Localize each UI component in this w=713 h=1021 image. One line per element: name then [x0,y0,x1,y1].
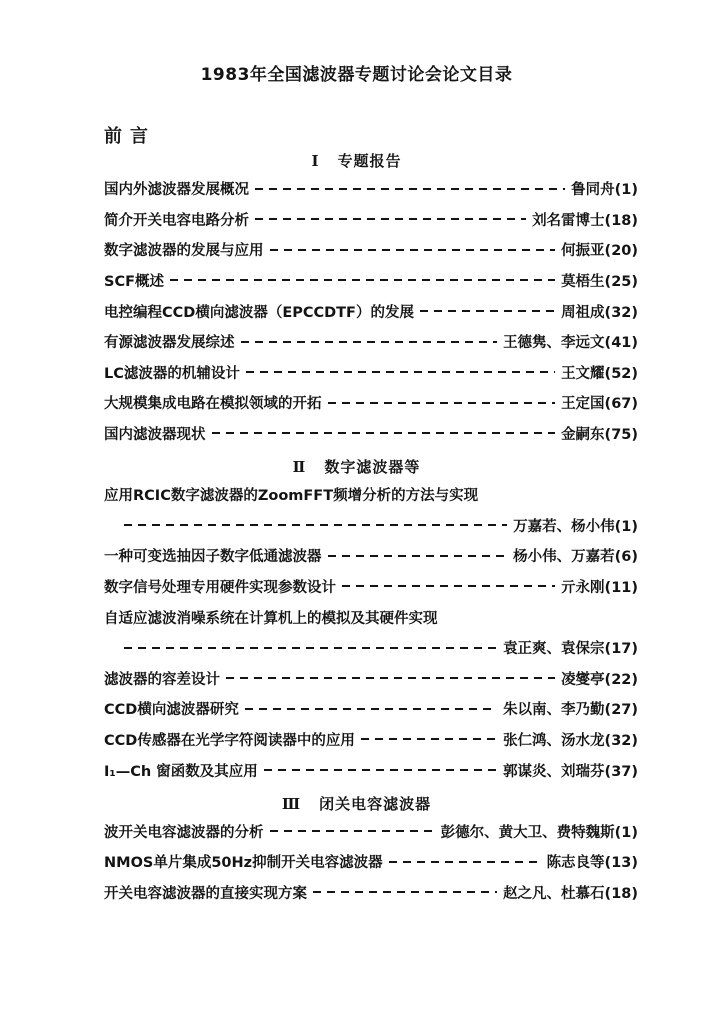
section-heading [0,150,713,171]
dash-leader [212,432,556,434]
section-name: 专题报告 [337,152,402,170]
toc-entry-author-page: 彭德尔、黄大卫、费特魏斯(1) [440,824,638,841]
toc-entry [104,574,638,598]
toc-entry-title: NMOS单片集成50Hz抑制开关电容滤波器 [104,855,383,872]
toc-entry-title-line [104,483,478,507]
toc-entry-author-page: 杨小伟、万嘉若(6) [513,549,638,566]
toc-entry-author-page: 王德隽、李远文(41) [503,335,638,352]
dash-leader [361,738,497,740]
toc-entry-title: 有源滤波器发展综述 [104,335,235,352]
toc-entry-title: 滤波器的容差设计 [104,671,220,688]
section-name: 闭关电容滤波器 [319,794,432,813]
dash-leader [420,310,555,312]
toc-entry-author-page: 王定国(67) [561,396,638,413]
document-title: 1983年全国滤波器专题讨论会论文目录 [200,65,513,85]
toc-entry-author-page: 何振亚(20) [561,243,638,260]
toc-entry [104,391,638,415]
toc-entry-author-page: 刘名雷博士(18) [532,212,638,229]
dash-leader [313,891,497,893]
toc-entry-author-page: 凌燮亭(22) [561,671,638,688]
toc-entry-title: CCD横向滤波器研究 [104,702,239,719]
toc-entry [104,268,638,292]
section-number: Ⅲ [281,794,302,813]
toc-entry [104,360,638,384]
toc-entry [104,421,638,445]
toc-entry [118,513,638,537]
dash-leader [124,524,507,526]
toc-entry-author-page: 亓永刚(11) [561,579,638,596]
dash-leader [342,585,555,587]
toc-entry-title: 开关电容滤波器的直接实现方案 [104,885,307,902]
toc-entry-author-page: 朱以南、李乃勤(27) [503,702,638,719]
toc-entry-title: 应用RCIC数字滤波器的ZoomFFT频增分析的方法与实现 [104,488,479,505]
toc-entry [104,177,638,201]
toc-entry-author-page: 金嗣东(75) [561,426,638,443]
dash-leader [255,218,526,220]
dash-leader [270,830,435,832]
dash-leader [328,402,556,404]
dash-leader [270,249,556,251]
toc-entry [104,330,638,354]
toc-entry [104,819,638,843]
dash-leader [389,861,541,863]
toc-entry-author-page: 王文耀(52) [561,365,638,382]
toc-entry-author-page: 张仁鸿、汤水龙(32) [503,732,638,749]
dash-leader [328,555,508,557]
section-number: Ⅰ [311,152,320,170]
toc-entry [104,727,638,751]
toc-entry-title: 大规模集成电路在模拟领域的开拓 [104,396,322,413]
toc-entry-author-page: 万嘉若、杨小伟(1) [513,518,638,535]
section-heading [0,793,713,814]
toc-entry-title: 数字信号处理专用硬件实现参数设计 [104,579,336,596]
toc-entry-title: CCD传感器在光学字符阅读器中的应用 [104,732,355,749]
toc-entry [104,544,638,568]
toc-entry-title: 电控编程CCD横向滤波器（EPCCDTF）的发展 [104,304,414,321]
toc-entry [118,636,638,660]
toc-entry-author-page: 陈志良等(13) [546,855,638,872]
toc-entry-author-page: 袁正爽、袁保宗(17) [503,641,638,658]
toc-entry-title: 国内滤波器现状 [104,426,206,443]
preface-heading: 前言 [104,126,156,147]
dash-leader [255,188,565,190]
toc-entry [104,758,638,782]
toc-entry-title-line [104,605,438,629]
toc-entry-author-page: 莫梧生(25) [561,273,638,290]
toc-entry-title: 自适应滤波消噪系统在计算机上的模拟及其硬件实现 [104,610,438,627]
toc-entry-title: 数字滤波器的发展与应用 [104,243,264,260]
section-name: 数字滤波器等 [324,458,421,476]
dash-leader [241,341,498,343]
dash-leader [264,769,497,771]
toc-entry-author-page: 郭谋炎、刘瑞芬(37) [503,763,638,780]
toc-entry-author-page: 周祖成(32) [561,304,638,321]
toc-entry-title: 一种可变选抽因子数字低通滤波器 [104,549,322,566]
toc-entry-title: LC滤波器的机辅设计 [104,365,240,382]
toc-entry-title: 波开关电容滤波器的分析 [104,824,264,841]
toc-entry-title: I₁—Ch 窗函数及其应用 [104,763,258,780]
toc-entry [104,880,638,904]
toc-entry [104,238,638,262]
dash-leader [170,279,555,281]
toc-entry [104,207,638,231]
dash-leader [124,647,497,649]
dash-leader [246,371,555,373]
toc-entry-author-page: 鲁同舟(1) [571,182,638,199]
toc-entry [104,697,638,721]
section-number: Ⅱ [292,458,307,476]
dash-leader [226,677,555,679]
toc-entry [104,666,638,690]
toc-entry-title: 国内外滤波器发展概况 [104,182,249,199]
toc-entry-title: 简介开关电容电路分析 [104,212,249,229]
toc-entry [104,850,638,874]
toc-entry-author-page: 赵之凡、杜慕石(18) [503,885,638,902]
toc-entry-title: SCF概述 [104,273,164,290]
section-heading [0,456,713,477]
toc-entry [104,299,638,323]
dash-leader [245,708,497,710]
